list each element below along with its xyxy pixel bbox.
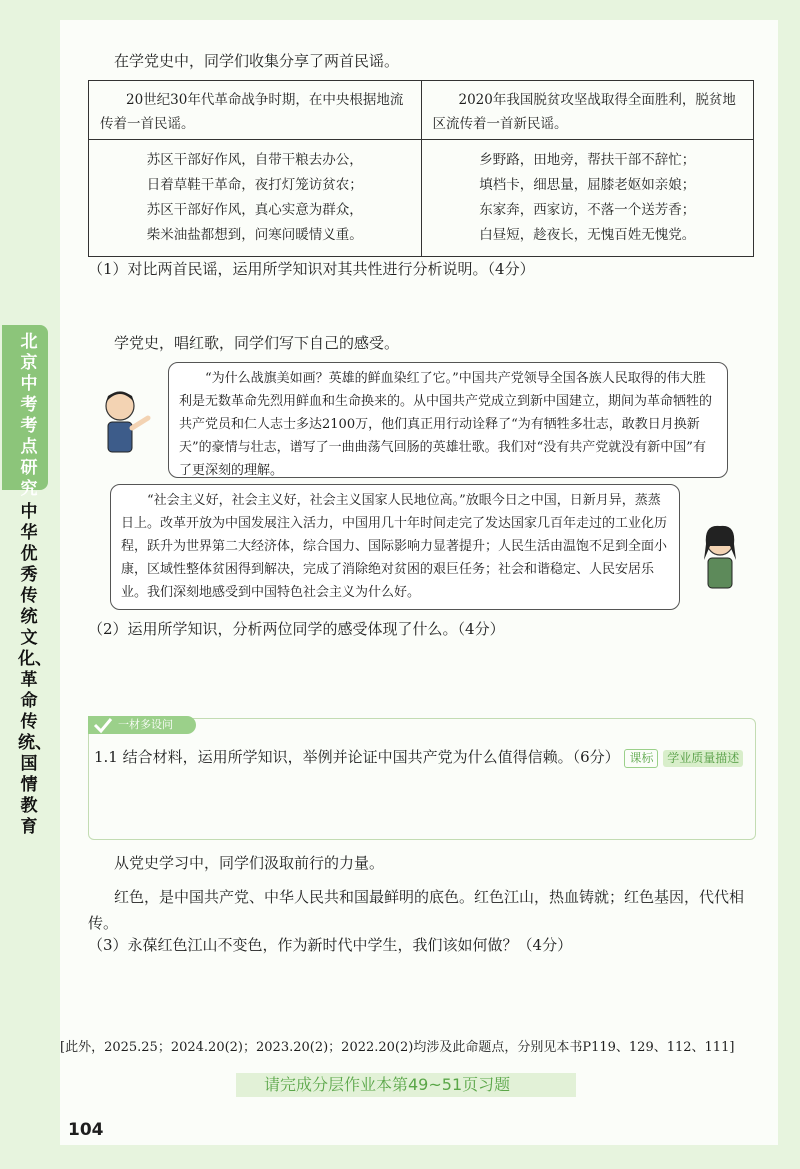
page-number: 104 xyxy=(68,1120,104,1140)
right-verses xyxy=(421,140,754,257)
extra-question xyxy=(94,746,743,768)
left-verses xyxy=(89,140,422,257)
boy-student-icon xyxy=(88,384,160,464)
side-tab-topic: 中华优秀传统文化、革命传统、国情教育 xyxy=(18,502,52,837)
question-1: （1）对比两首民谣，运用所学知识对其共性进行分析说明。（4分） xyxy=(88,260,535,278)
chip-quality: 学业质量描述 xyxy=(663,750,743,767)
verse-line: 日着草鞋干革命，夜打灯笼访贫农； xyxy=(146,177,363,193)
check-icon xyxy=(92,716,114,734)
section2-intro: 学党史，唱红歌，同学们写下自己的感受。 xyxy=(114,334,400,352)
verse-line: 苏区干部好作风，自带干粮去办公， xyxy=(146,152,363,168)
homework-link[interactable] xyxy=(236,1073,576,1097)
right-intro: 2020年我国脱贫攻坚战取得全面胜利，脱贫地区流传着一首新民谣。 xyxy=(432,92,736,132)
left-intro: 20世纪30年代革命战争时期，在中央根据地流传着一首民谣。 xyxy=(100,92,404,132)
homework-link-text[interactable]: 请完成分层作业本第49~51页习题 xyxy=(264,1075,511,1094)
verse-line: 东家奔，西家访，不落一个送芳香； xyxy=(479,202,696,218)
extra-badge: 一材多设问 xyxy=(88,716,196,734)
extra-question-text: 1.1 结合材料，运用所学知识，举例并论证中国共产党为什么值得信赖。（6分） xyxy=(94,748,620,766)
verse-line: 填档卡，细思量，屈膝老妪如亲娘； xyxy=(479,177,696,193)
verse-line: 乡野路，田地旁，帮扶干部不辞忙； xyxy=(479,152,696,168)
verse-line: 白昼短，趁夜长，无愧百姓无愧党。 xyxy=(479,227,696,243)
verse-line: 苏区干部好作风，真心实意为群众， xyxy=(146,202,363,218)
folk-song-table xyxy=(88,80,754,257)
chip-curriculum: 课标 xyxy=(624,749,658,768)
section3-intro: 从党史学习中，同学们汲取前行的力量。 xyxy=(114,854,385,872)
intro-line: 在学党史中，同学们收集分享了两首民谣。 xyxy=(114,52,400,70)
extra-question-box xyxy=(88,718,756,840)
verse-line: 柴米油盐都想到，问寒问暖情义重。 xyxy=(146,227,363,243)
question-3: （3）永葆红色江山不变色，作为新时代中学生，我们该如何做？（4分） xyxy=(88,936,573,954)
speech-bubble-boy: “为什么战旗美如画？英雄的鲜血染红了它。”中国共产党领导全国各族人民取得的伟大胜利是无数革命先烈用鲜血和生命换来的。从中国共产党成立到新中国建立，期间为革命牺牲的共产党员和仁人志士多达2100万，他们真正用行动诠释了“为有牺牲多壮志，敢教日月换新天”的豪情与壮志，谱写了一曲曲荡气回肠的英雄壮歌。我们对“没有共产党就没有新中国”有了更深刻的理解。 xyxy=(168,362,728,478)
reference-note: [此外，2025.25；2024.20(2)；2023.20(2)；2022.20(2)均涉及此命题点，分别见本书P119、129、112、111] xyxy=(60,1040,735,1055)
speech-bubble-girl: “社会主义好，社会主义好，社会主义国家人民地位高。”放眼今日之中国，日新月异，蒸蒸日上。改革开放为中国发展注入活力，中国用几十年时间走完了发达国家几百年走过的工业化历程，跃升为世界第二大经济体，综合国力、国际影响力显著提升；人民生活由温饱不足到全面小康，区域性整体贫困得到解决，完成了消除绝对贫困的艰巨任务；社会和谐稳定、人民安居乐业。我们深刻地感受到中国特色社会主义为什么好。 xyxy=(110,484,680,610)
girl-student-icon xyxy=(690,520,750,600)
question-2: （2）运用所学知识，分析两位同学的感受体现了什么。（4分） xyxy=(88,620,505,638)
section3-text: 红色，是中国共产党、中华人民共和国最鲜明的底色。红色江山，热血铸就；红色基因，代代相传。 xyxy=(88,888,745,932)
side-tab-section: 北京中考考点研究 xyxy=(20,332,38,499)
